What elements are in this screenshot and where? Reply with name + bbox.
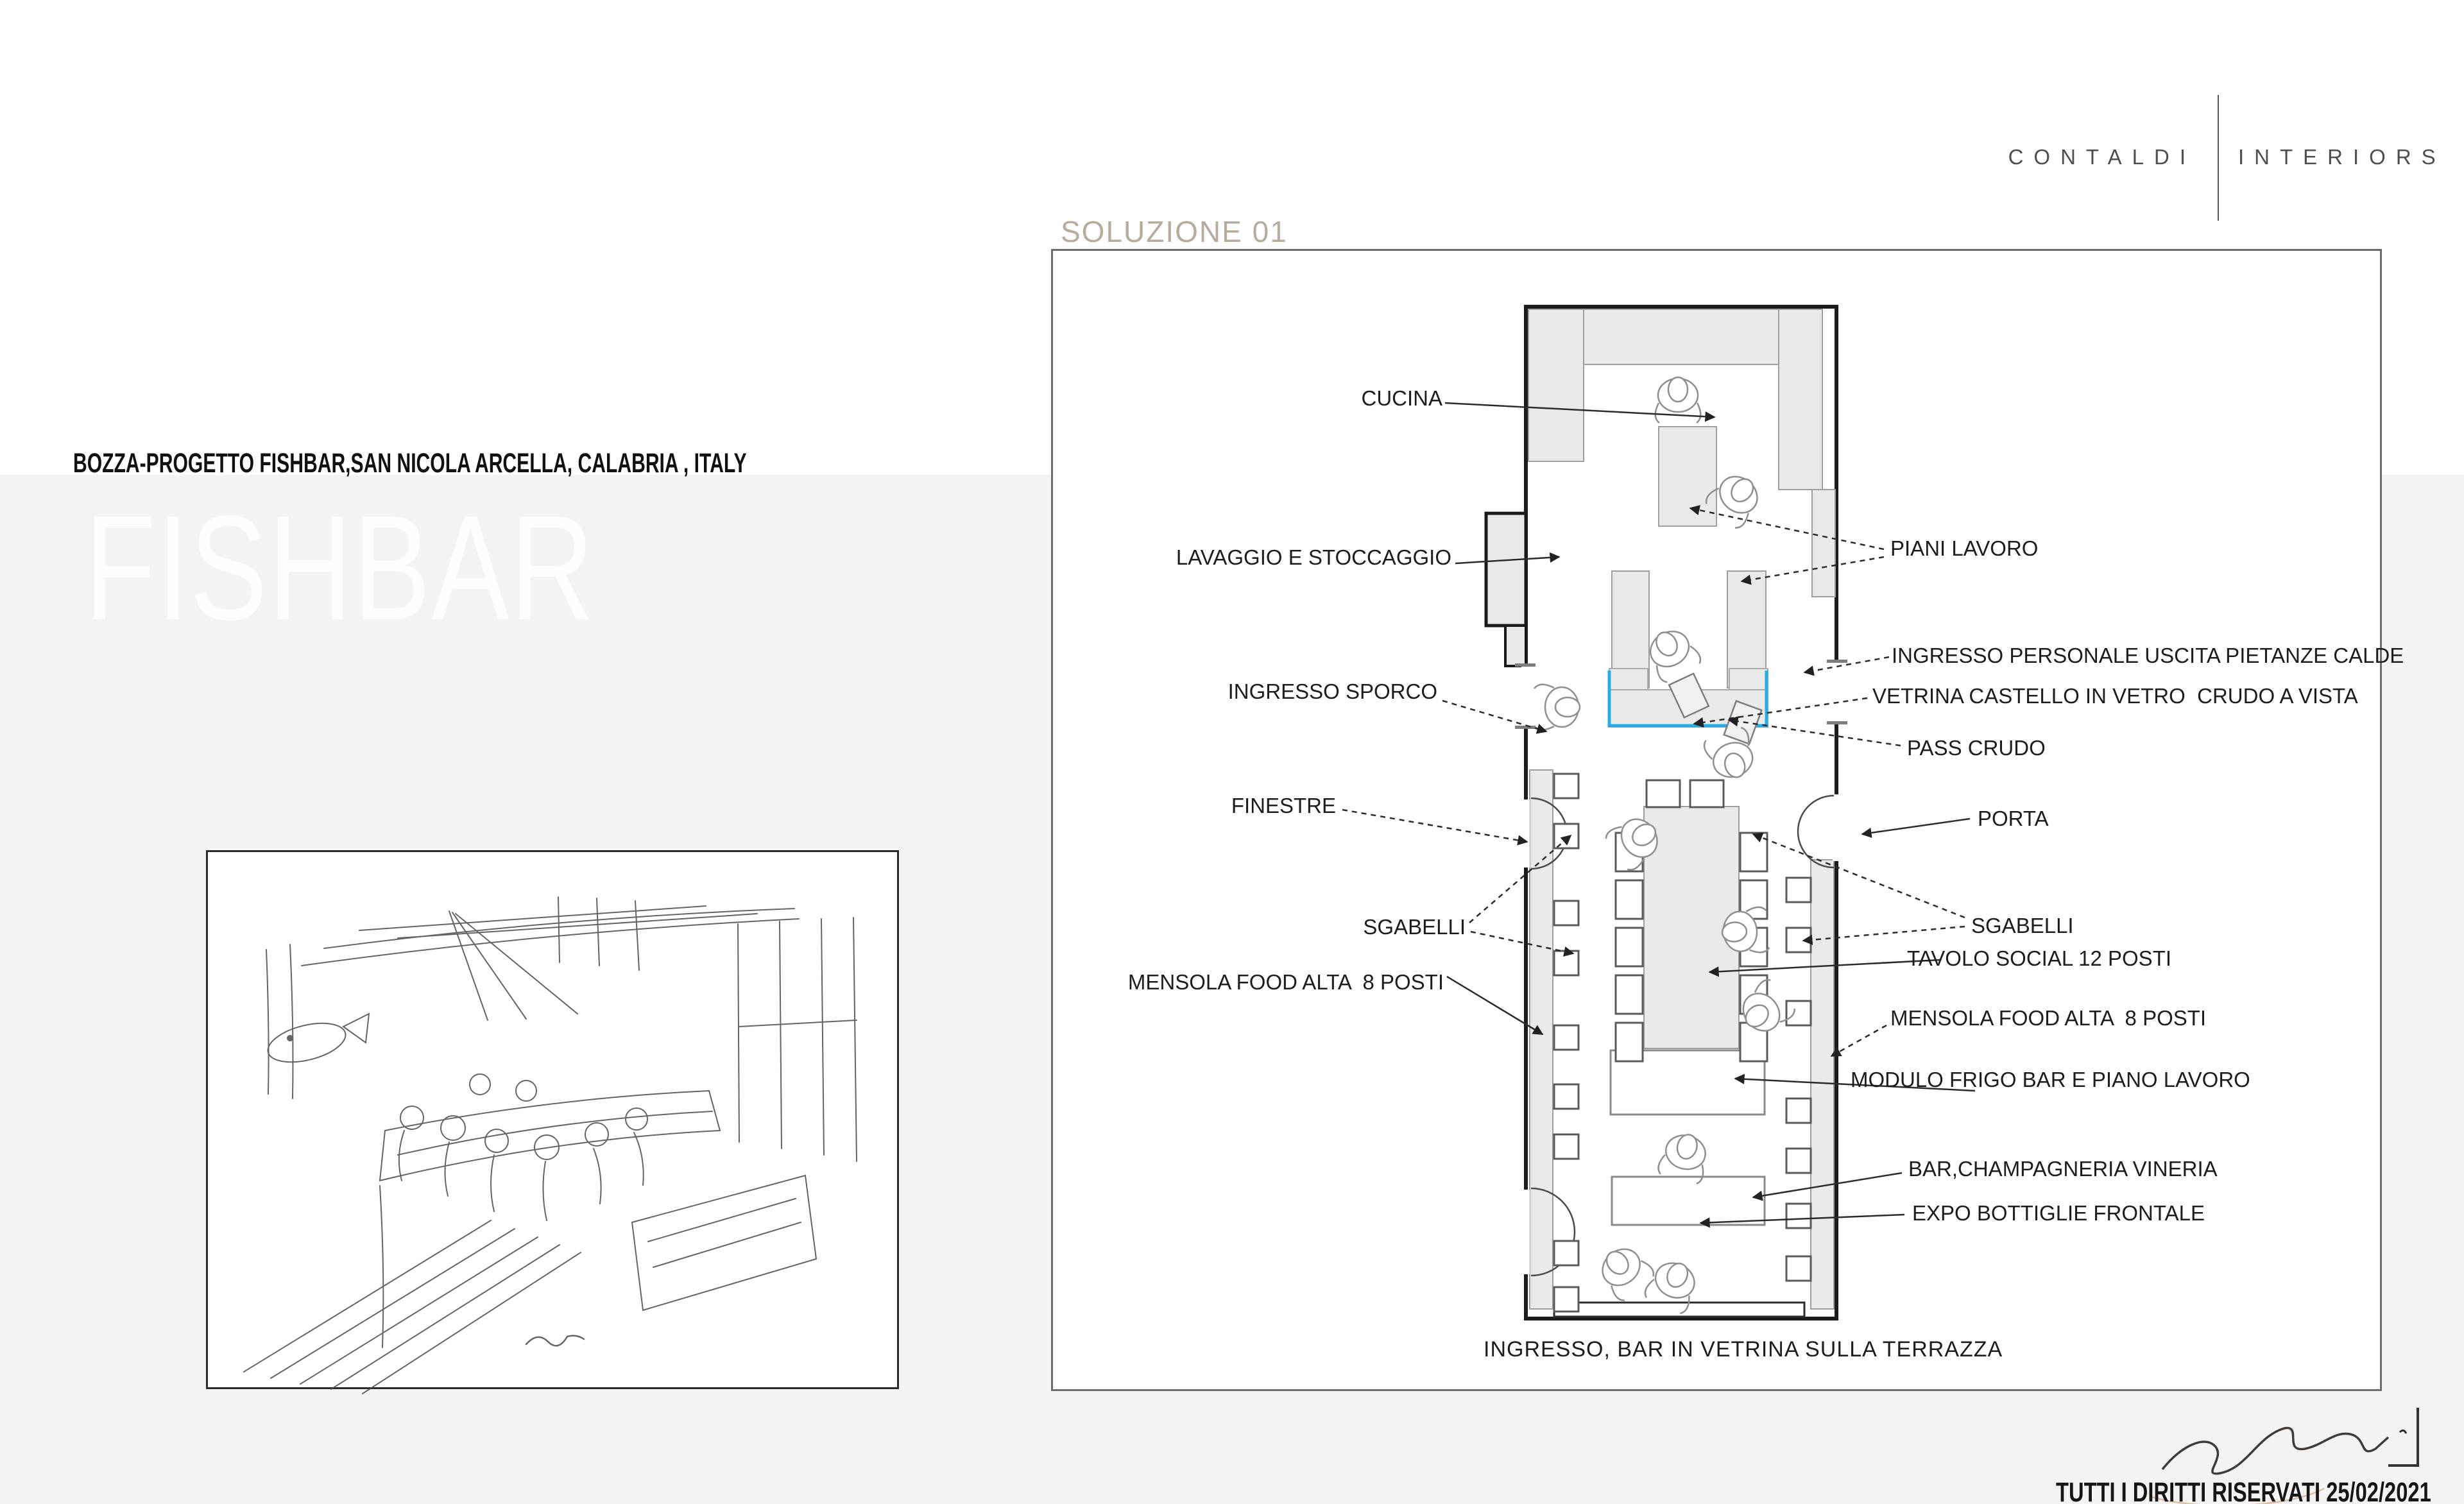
solution-title: SOLUZIONE 01 (1061, 215, 1288, 248)
label-lavaggio-stoccaggio: LAVAGGIO E STOCCAGGIO (1176, 545, 1451, 569)
label-mensola-left: MENSOLA FOOD ALTA 8 POSTI (1127, 970, 1444, 994)
label-porta: PORTA (1978, 807, 2049, 830)
brand-name-right: INTERIORS (2238, 145, 2446, 169)
label-tavolo-social: TAVOLO SOCIAL 12 POSTI (1907, 946, 2172, 970)
label-ingresso-personale: INGRESSO PERSONALE USCITA PIETANZE CALDE (1892, 644, 2404, 667)
label-expo-bottiglie: EXPO BOTTIGLIE FRONTALE (1912, 1201, 2205, 1225)
copyright-notice: TUTTI I DIRITTI RISERVATI 25/02/2021 (2056, 1477, 2431, 1504)
label-cucina: CUCINA (1361, 386, 1442, 410)
label-sgabelli-left: SGABELLI (1363, 915, 1466, 939)
label-modulo-frigo: MODULO FRIGO BAR E PIANO LAVORO (1851, 1068, 2250, 1091)
label-piani-lavoro: PIANI LAVORO (1890, 536, 2039, 560)
project-watermark: FISHBAR (85, 485, 595, 651)
plan-caption: INGRESSO, BAR IN VETRINA SULLA TERRAZZA (1484, 1337, 2003, 1362)
sketch-frame (206, 850, 899, 1389)
label-mensola-right: MENSOLA FOOD ALTA 8 POSTI (1890, 1006, 2207, 1030)
project-subtitle: BOZZA-PROGETTO FISHBAR,SAN NICOLA ARCELLA, CALABRIA , ITALY (73, 448, 747, 479)
label-ingresso-sporco: INGRESSO SPORCO (1228, 679, 1437, 703)
brand-logo (2008, 90, 2446, 231)
brand-name-left: CONTALDI (2008, 145, 2196, 169)
brand-divider-line (2218, 95, 2219, 221)
label-bar-champagneria: BAR,CHAMPAGNERIA VINERIA (1908, 1157, 2218, 1181)
label-finestre: FINESTRE (1231, 794, 1336, 817)
label-pass-crudo: PASS CRUDO (1907, 736, 2046, 760)
label-vetrina-castello: VETRINA CASTELLO IN VETRO CRUDO A VISTA (1872, 684, 2358, 708)
label-sgabelli-right: SGABELLI (1971, 914, 2074, 937)
